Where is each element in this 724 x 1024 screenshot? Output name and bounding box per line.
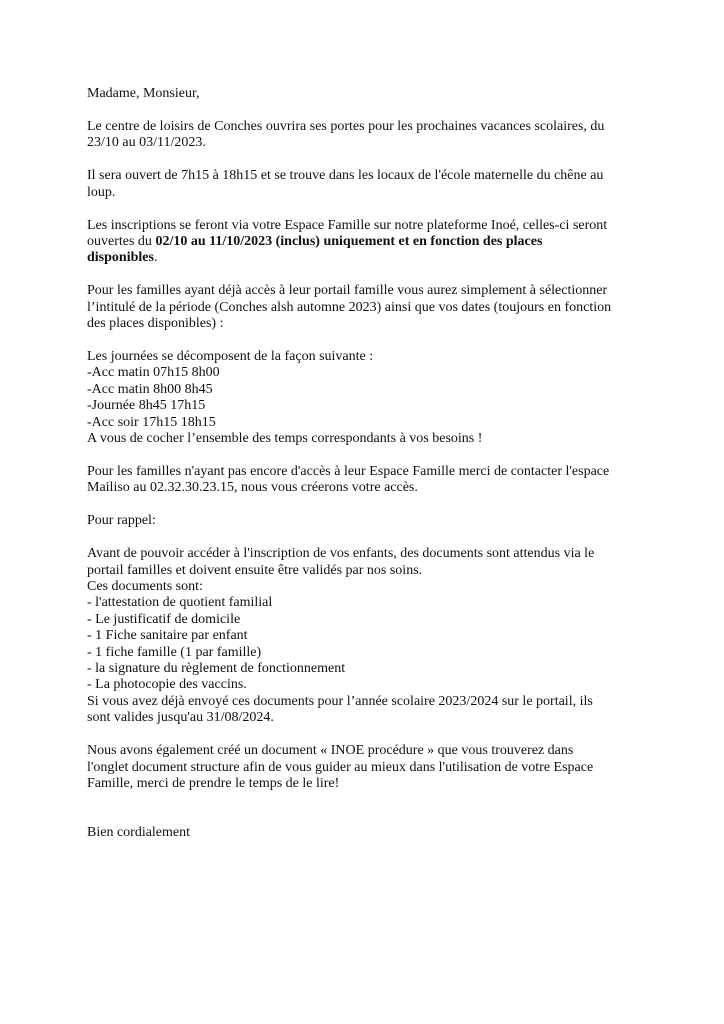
paragraph-schedule bbox=[87, 349, 647, 447]
document-item: - 1 fiche famille (1 par famille) bbox=[87, 644, 262, 660]
text-line: Nous avons également créé un document « INOE procédure » que vous trouverez dans bbox=[87, 743, 574, 759]
text-line: Les journées se décomposent de la façon suivante : bbox=[87, 348, 374, 364]
text-line: Mailiso au 02.32.30.23.15, nous vous créerons votre accès. bbox=[87, 480, 418, 496]
bold-text: disponibles bbox=[87, 250, 154, 266]
paragraph-contact bbox=[87, 464, 647, 497]
paragraph-dates bbox=[87, 119, 647, 152]
text-line: Si vous avez déjà envoyé ces documents pour l’année scolaire 2023/2024 sur le portail, ils bbox=[87, 693, 593, 709]
text-line bbox=[87, 234, 647, 250]
paragraph-documents bbox=[87, 546, 647, 726]
greeting bbox=[87, 86, 647, 102]
schedule-item: -Acc matin 8h00 8h45 bbox=[87, 381, 213, 397]
text-line bbox=[87, 250, 647, 266]
closing-line: Bien cordialement bbox=[87, 825, 191, 841]
schedule-item: -Acc matin 07h15 8h00 bbox=[87, 365, 220, 381]
text-line: l’intitulé de la période (Conches alsh automne 2023) ainsi que vos dates (toujours en fonction bbox=[87, 299, 612, 315]
paragraph-registration bbox=[87, 218, 647, 267]
letter-body bbox=[87, 86, 647, 858]
text-line: A vous de cocher l’ensemble des temps correspondants à vos besoins ! bbox=[87, 431, 483, 446]
text-line: Avant de pouvoir accéder à l'inscription de vos enfants, des documents sont attendus via le bbox=[87, 546, 595, 562]
text-line: Les inscriptions se feront via votre Espace Famille sur notre plateforme Inoé, celles-ci seront bbox=[87, 217, 608, 233]
document-item: - l'attestation de quotient familial bbox=[87, 595, 273, 611]
closing bbox=[87, 825, 647, 841]
paragraph-procedure bbox=[87, 743, 647, 792]
text-line: loup. bbox=[87, 184, 116, 200]
text-line: Pour les familles ayant déjà accès à leur portail famille vous aurez simplement à sélectionner bbox=[87, 283, 608, 299]
text-line: portail familles et doivent ensuite être validés par nos soins. bbox=[87, 562, 423, 578]
bold-text: 02/10 au 11/10/2023 (inclus) uniquement et en fonction des places bbox=[155, 233, 543, 249]
document-item: - 1 Fiche sanitaire par enfant bbox=[87, 628, 248, 644]
paragraph-hours bbox=[87, 168, 647, 201]
document-item: - Le justificatif de domicile bbox=[87, 611, 241, 627]
paragraph-portal-access bbox=[87, 283, 647, 332]
text-line: des places disponibles) : bbox=[87, 316, 224, 332]
document-item: - la signature du règlement de fonctionnement bbox=[87, 660, 346, 676]
schedule-item: -Acc soir 17h15 18h15 bbox=[87, 414, 216, 430]
text-line: l'onglet document structure afin de vous guider au mieux dans l'utilisation de votre Espace bbox=[87, 759, 594, 775]
greeting-line: Madame, Monsieur, bbox=[87, 86, 200, 101]
text-line: Pour rappel: bbox=[87, 513, 156, 529]
document-item: - La photocopie des vaccins. bbox=[87, 677, 247, 693]
schedule-item: -Journée 8h45 17h15 bbox=[87, 398, 206, 414]
text-line: 23/10 au 03/11/2023. bbox=[87, 135, 206, 151]
text-line: Ces documents sont: bbox=[87, 578, 203, 594]
paragraph-reminder bbox=[87, 513, 647, 529]
text-line: Famille, merci de prendre le temps de le lire! bbox=[87, 775, 340, 791]
text-line: Il sera ouvert de 7h15 à 18h15 et se trouve dans les locaux de l'école maternelle du chêne au bbox=[87, 168, 604, 184]
text-line: sont valides jusqu'au 31/08/2024. bbox=[87, 710, 274, 726]
text-line: Le centre de loisirs de Conches ouvrira ses portes pour les prochaines vacances scolaires, du bbox=[87, 118, 605, 134]
text-fragment: . bbox=[153, 250, 158, 266]
text-line: Pour les familles n'ayant pas encore d'accès à leur Espace Famille merci de contacter l'espace bbox=[87, 463, 610, 479]
text-fragment: ouvertes du bbox=[87, 233, 156, 249]
